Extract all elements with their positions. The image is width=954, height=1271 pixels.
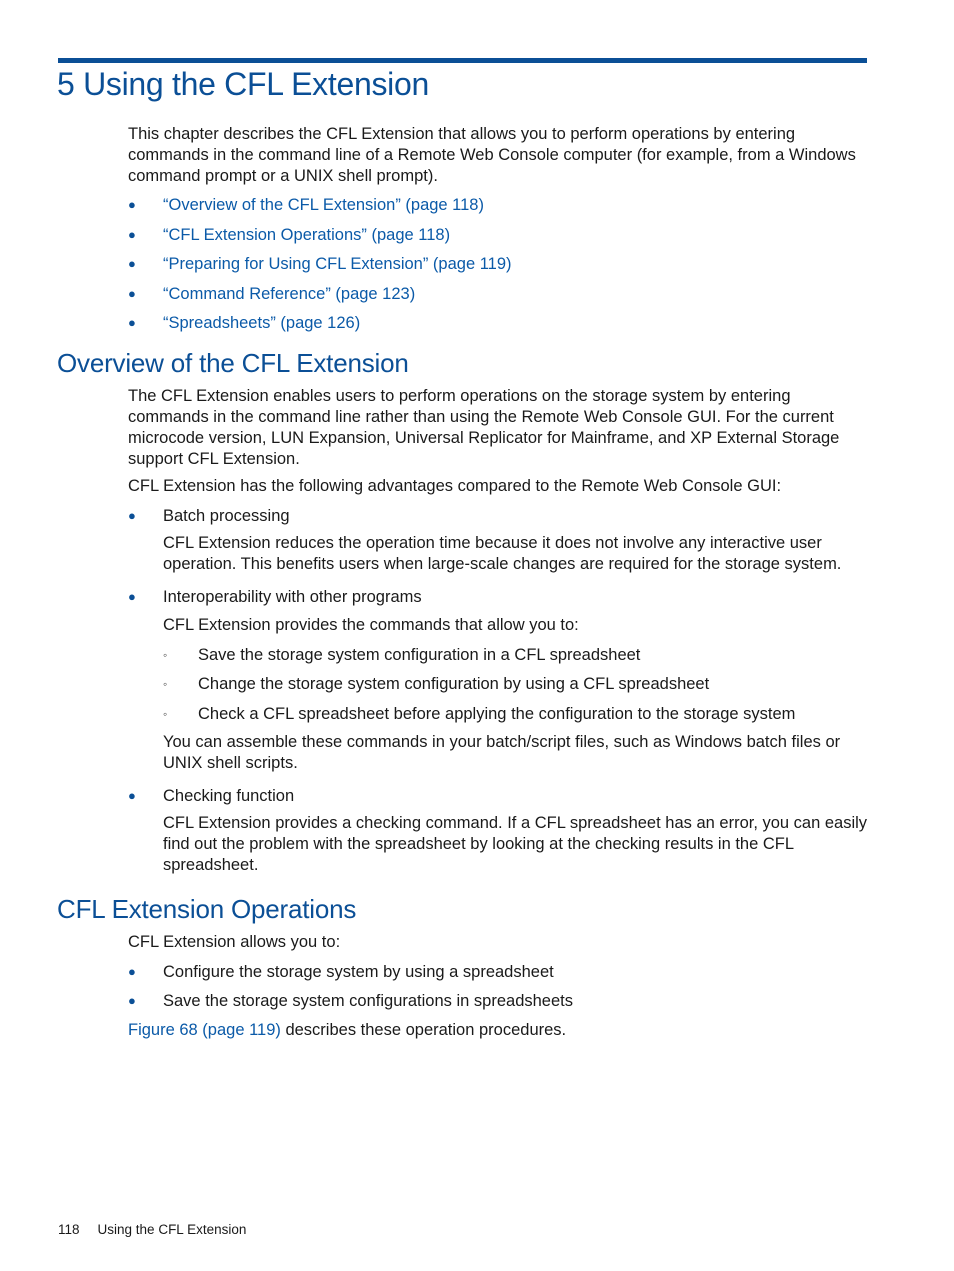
- bullet-icon: ●: [128, 197, 136, 212]
- figure-reference-paragraph: [128, 1020, 870, 1041]
- toc-link[interactable]: “CFL Extension Operations” (page 118): [163, 226, 451, 244]
- figure-reference-text: describes these operation procedures.: [280, 1021, 567, 1039]
- bullet-icon: ●: [128, 964, 136, 979]
- overview-paragraph: The CFL Extension enables users to perform operations on the storage system by entering commands in the command line rather than using the Remote Web Console GUI. For the current microcode version, LUN Expansion, Universal Replicator for Mainframe, and XP External Storage support CFL Extension.: [128, 387, 840, 468]
- advantage-description: CFL Extension reduces the operation time because it does not involve any interactive user operation. This benefits users when large-scale changes are required for the storage system.: [163, 534, 842, 573]
- toc-link[interactable]: “Command Reference” (page 123): [163, 285, 416, 303]
- section-title-operations: CFL Extension Operations: [57, 894, 357, 924]
- running-title: Using the CFL Extension: [97, 1222, 247, 1237]
- bullet-icon: ●: [128, 315, 136, 330]
- sub-item-text: Check a CFL spreadsheet before applying the configuration to the storage system: [198, 705, 796, 723]
- circle-bullet-icon: ◦: [163, 707, 168, 721]
- advantage-label: Interoperability with other programs: [163, 588, 422, 606]
- chapter-intro: This chapter describes the CFL Extension that allows you to perform operations by entering commands in the command line of a Remote Web Console computer (for example, from a Windows command prompt or a UNIX shell prompt).: [128, 125, 856, 185]
- overview-advantages-intro: CFL Extension has the following advantages compared to the Remote Web Console GUI:: [128, 477, 782, 495]
- sub-item-text: Change the storage system configuration by using a CFL spreadsheet: [198, 675, 710, 693]
- section-title-overview: Overview of the CFL Extension: [57, 348, 409, 378]
- toc-link[interactable]: “Overview of the CFL Extension” (page 118): [163, 196, 484, 214]
- toc-link[interactable]: “Spreadsheets” (page 126): [163, 314, 361, 332]
- bullet-icon: ●: [128, 993, 136, 1008]
- operations-intro: CFL Extension allows you to:: [128, 933, 341, 951]
- bullet-icon: ●: [128, 589, 136, 604]
- advantage-description: CFL Extension provides the commands that allow you to:: [163, 616, 579, 634]
- bullet-icon: ●: [128, 227, 136, 242]
- bullet-icon: ●: [128, 788, 136, 803]
- bullet-icon: ●: [128, 508, 136, 523]
- page-footer: [58, 1222, 246, 1237]
- bullet-icon: ●: [128, 256, 136, 271]
- operation-item: Save the storage system configurations in spreadsheets: [163, 992, 573, 1010]
- sub-item-text: Save the storage system configuration in a CFL spreadsheet: [198, 646, 641, 664]
- toc-link[interactable]: “Preparing for Using CFL Extension” (page 119): [163, 255, 512, 273]
- advantage-description: CFL Extension provides a checking command. If a CFL spreadsheet has an error, you can easily find out the problem with the spreadsheet by looking at the checking results in the CFL spreadsheet.: [163, 814, 868, 874]
- circle-bullet-icon: ◦: [163, 677, 168, 691]
- bullet-icon: ●: [128, 286, 136, 301]
- page-number: 118: [58, 1222, 80, 1237]
- advantage-note: You can assemble these commands in your batch/script files, such as Windows batch files or UNIX shell scripts.: [163, 733, 841, 772]
- circle-bullet-icon: ◦: [163, 648, 168, 662]
- operation-item: Configure the storage system by using a spreadsheet: [163, 963, 554, 981]
- advantage-label: Batch processing: [163, 507, 290, 525]
- advantage-label: Checking function: [163, 787, 295, 805]
- chapter-top-rule: [58, 58, 867, 63]
- figure-link[interactable]: Figure 68 (page 119): [128, 1021, 281, 1039]
- chapter-title: 5 Using the CFL Extension: [57, 66, 429, 102]
